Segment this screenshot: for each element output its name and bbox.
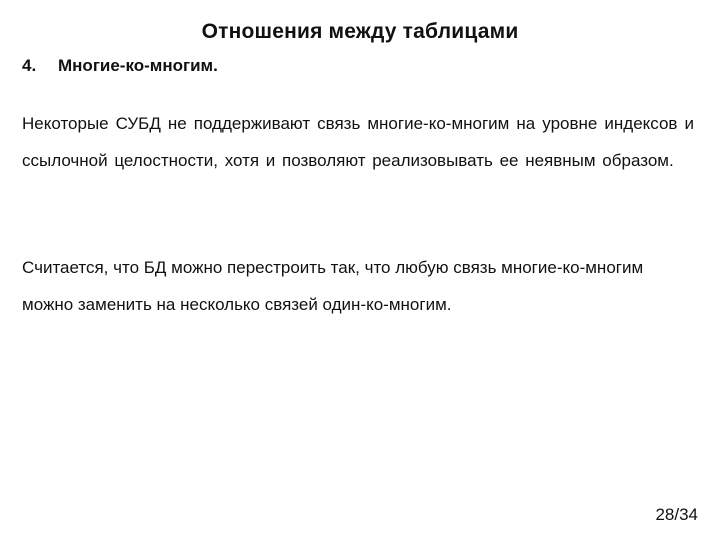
paragraph-2: Считается, что БД можно перестроить так, что любую связь многие-ко-многим можно заменить на несколько связей один-ко-многим. (22, 258, 644, 314)
slide-title: Отношения между таблицами (201, 20, 519, 43)
section-heading (22, 56, 218, 76)
section-number: 4. (22, 56, 37, 75)
page-number: 28/34 (655, 505, 698, 524)
paragraph-1: Некоторые СУБД не поддерживают связь многие-ко-многим на уровне индексов и ссылочной целостности, хотя и позволяют реализовывать ее неявным образом. (22, 114, 694, 170)
section-label: Многие-ко-многим. (58, 56, 218, 75)
